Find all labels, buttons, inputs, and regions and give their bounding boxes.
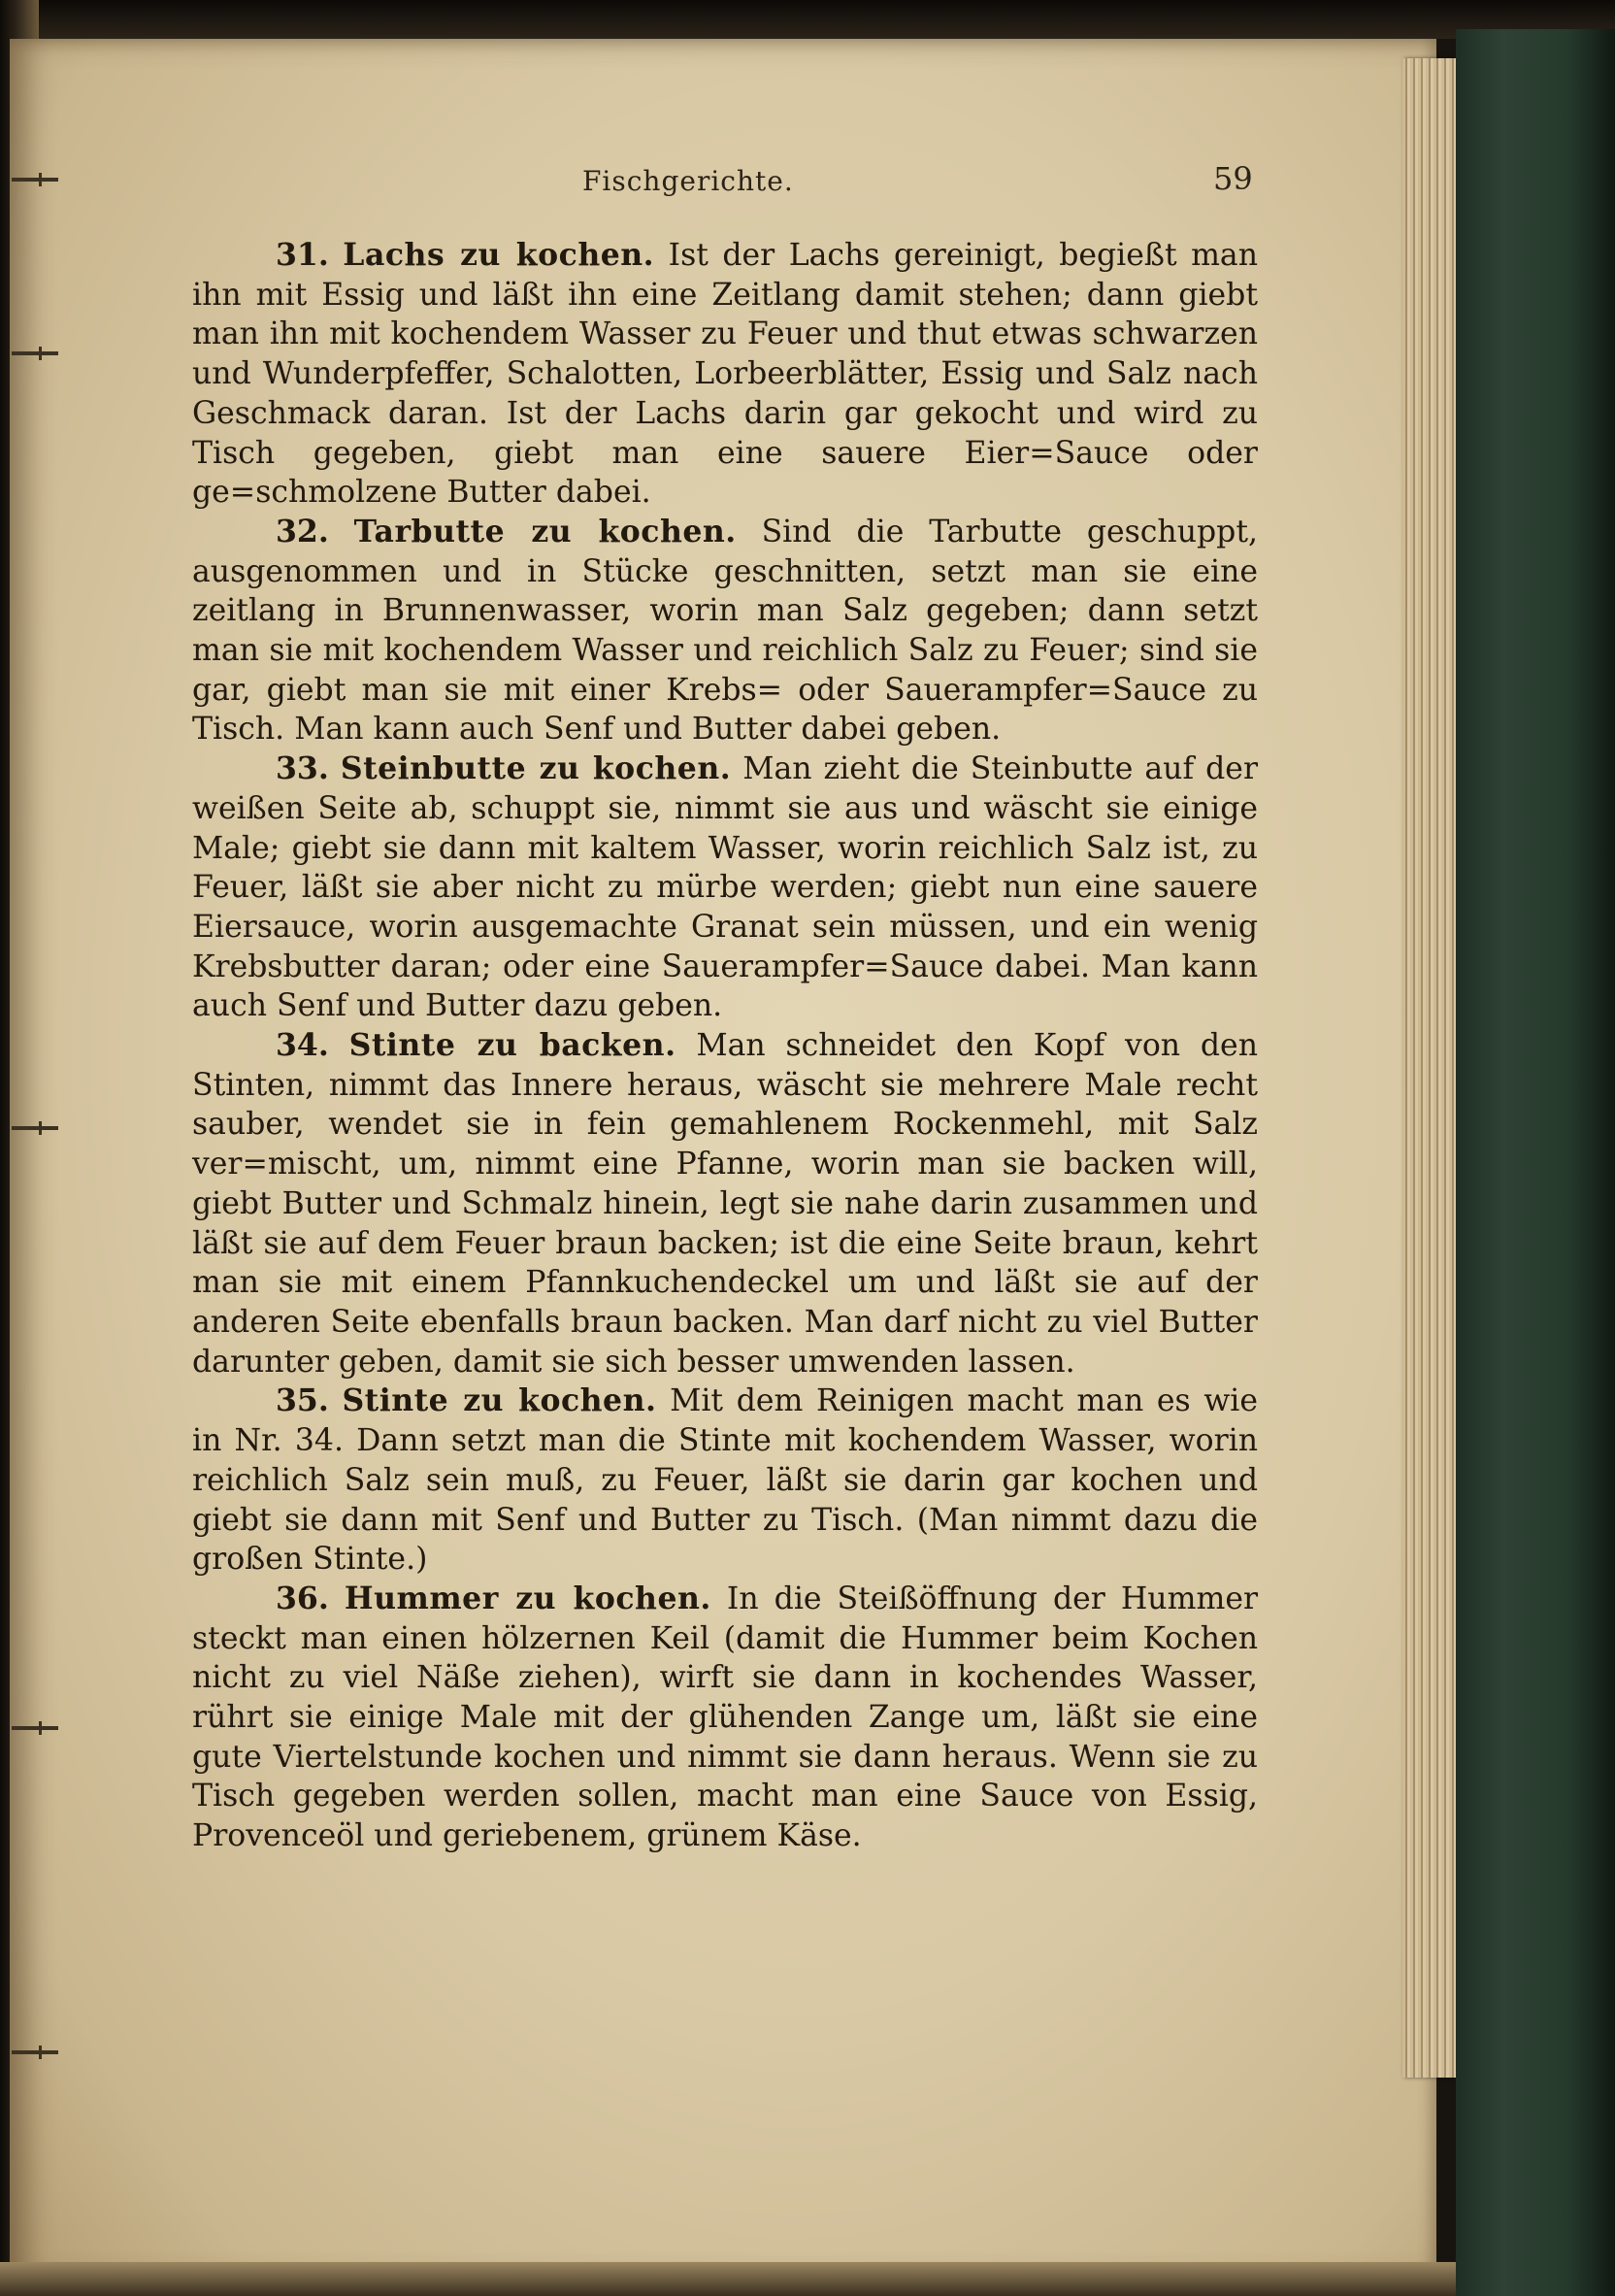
book-cover-top	[0, 0, 1615, 39]
recipe-number: 31.	[276, 237, 329, 273]
recipe-title: Hummer zu kochen.	[344, 1580, 711, 1616]
binding-pin	[12, 351, 58, 355]
recipe-title: Steinbutte zu kochen.	[340, 750, 732, 787]
recipe-paragraph	[192, 749, 1258, 1026]
recipe-paragraph	[192, 1580, 1258, 1856]
recipe-number: 34.	[276, 1027, 329, 1064]
binding-pin	[12, 2050, 58, 2054]
page-number: 59	[1213, 160, 1253, 197]
recipe-text: Man schneidet den Kopf von den Stinten, nimmt das Innere heraus, wäscht sie mehrere Male recht sauber, wendet sie in fein gemahlenem Rockenmehl, mit Salz ver=mischt, um, nimmt eine Pfanne, worin man sie backen will, giebt Butter und Schmalz hinein, legt sie nahe darin zusammen und läßt sie auf dem Feuer braun backen; ist die eine Seite braun, kehrt man sie mit einem Pfannkuchendeckel um und läßt sie auf der anderen Seite ebenfalls braun backen. Man darf nicht zu viel Butter darunter geben, damit sie sich besser umwenden lassen.	[192, 1028, 1258, 1380]
recipe-number: 33.	[276, 750, 329, 787]
recipe-text: Ist der Lachs gereinigt, begießt man ihn mit Essig und läßt ihn eine Zeitlang damit stehen; dann giebt man ihn mit kochendem Wasser zu Feuer und thut etwas schwarzen und Wunderpfeffer, Schalotten, Lorbeerblätter, Essig und Salz nach Geschmack daran. Ist der Lachs darin gar gekocht und wird zu Tisch gegeben, giebt man eine sauere Eier=Sauce oder ge=schmolzene Butter dabei.	[192, 238, 1259, 511]
recipe-number: 32.	[276, 513, 329, 549]
recipe-title: Tarbutte zu kochen.	[353, 513, 737, 549]
recipe-number: 36.	[276, 1580, 329, 1616]
recipe-paragraph	[192, 1026, 1258, 1381]
book-bottom-edge	[0, 2262, 1456, 2296]
recipe-paragraph	[192, 1381, 1258, 1580]
recipe-title: Stinte zu backen.	[348, 1027, 676, 1064]
running-title: Fischgerichte.	[582, 165, 794, 197]
recipe-paragraph	[192, 236, 1258, 513]
binding-pin	[12, 1726, 58, 1730]
recipe-title: Stinte zu kochen.	[342, 1382, 657, 1419]
book-cover-right	[1456, 29, 1615, 2296]
recipe-number: 35.	[276, 1382, 329, 1419]
recipe-text: Sind die Tarbutte geschuppt, ausgenommen und in Stücke geschnitten, setzt man sie eine zeitlang in Brunnenwasser, worin man Salz gegeben; dann setzt man sie mit kochendem Wasser und reichlich Salz zu Feuer; sind sie gar, giebt man sie mit einer Krebs= oder Sauerampfer=Sauce zu Tisch. Man kann auch Senf und Butter dabei geben.	[192, 514, 1259, 748]
recipe-text: Man zieht die Steinbutte auf der weißen Seite ab, schuppt sie, nimmt sie aus und wäscht sie einige Male; giebt sie dann mit kaltem Wasser, worin reichlich Salz ist, zu Feuer, läßt sie aber nicht zu mürbe werden; giebt nun eine sauere Eiersauce, worin ausgemachte Granat sein müssen, und ein wenig Krebsbutter daran; oder eine Sauerampfer=Sauce dabei. Man kann auch Senf und Butter dazu geben.	[192, 751, 1259, 1024]
recipe-body	[192, 236, 1258, 1856]
binding-pin	[12, 178, 58, 182]
recipe-paragraph	[192, 513, 1258, 749]
recipe-title: Lachs zu kochen.	[343, 237, 655, 273]
binding-pin	[12, 1126, 58, 1130]
recipe-text: In die Steißöffnung der Hummer steckt man einen hölzernen Keil (damit die Hummer beim Kochen nicht zu viel Näße ziehen), wirft sie dann in kochendes Wasser, rührt sie einige Male mit der glühenden Zange um, läßt sie eine gute Viertelstunde kochen und nimmt sie dann heraus. Wenn sie zu Tisch gegeben werden sollen, macht man eine Sauce von Essig, Provenceöl und geriebenem, grünem Käse.	[192, 1581, 1259, 1854]
recipe-text: Mit dem Reinigen macht man es wie in Nr. 34. Dann setzt man die Stinte mit kochendem Wasser, worin reichlich Salz sein muß, zu Feuer, läßt sie darin gar kochen und giebt sie dann mit Senf und Butter zu Tisch. (Man nimmt dazu die großen Stinte.)	[192, 1383, 1259, 1578]
page-edges	[1402, 58, 1456, 2078]
